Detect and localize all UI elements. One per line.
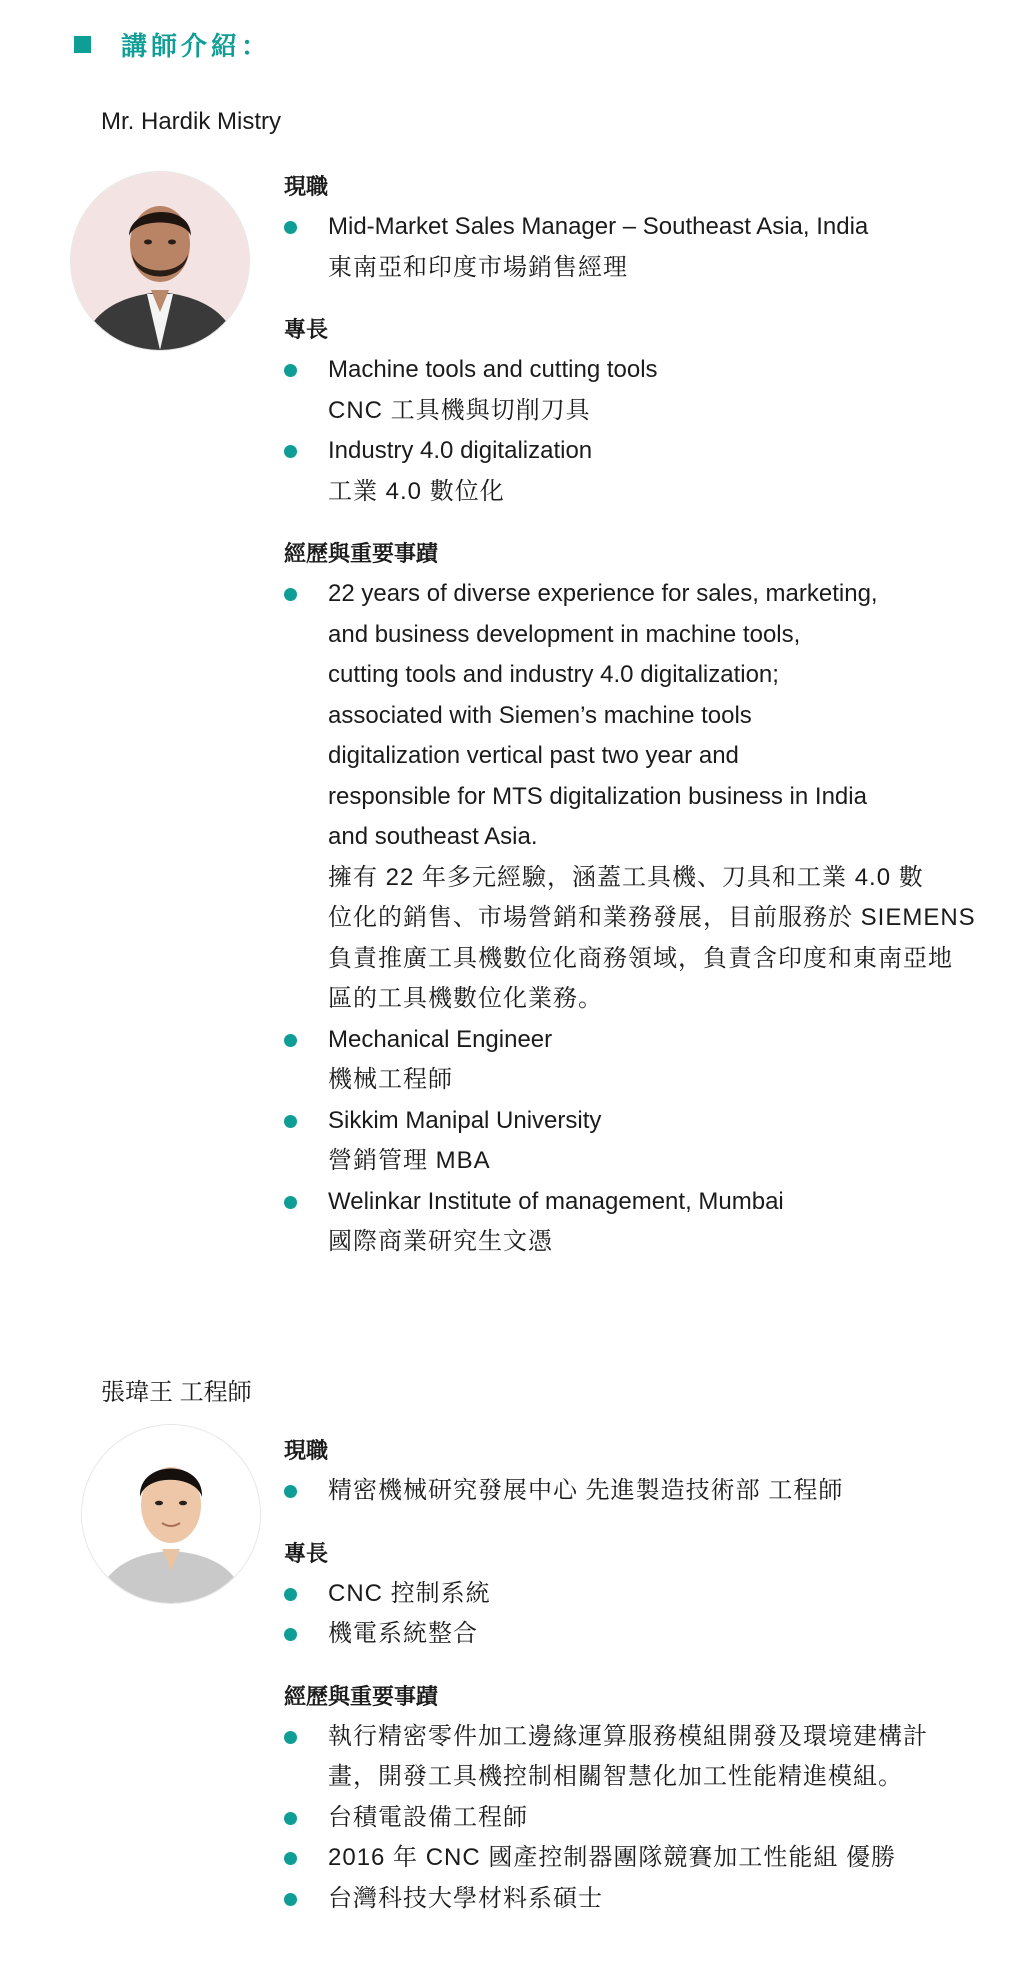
bullet-dot-icon	[284, 221, 297, 234]
section-heading	[74, 24, 271, 64]
bullet-dot-icon	[284, 1588, 297, 1601]
section-title-experience: 經歷與重要事蹟	[284, 541, 439, 566]
heading-text: 講師介紹：	[121, 30, 272, 61]
list-item: Mechanical Engineer 機械工程師	[284, 1020, 974, 1101]
expertise-list	[284, 350, 974, 512]
list-item: CNC 控制系統	[284, 1574, 974, 1615]
speaker-photo-1	[71, 172, 249, 350]
speaker-name: 張瑋王 工程師	[101, 1379, 252, 1406]
bullet-dot-icon	[284, 588, 297, 601]
bullet-dot-icon	[284, 1852, 297, 1865]
avatar-man-beard-icon	[71, 172, 249, 350]
list-item: 2016 年 CNC 國產控制器團隊競賽加工性能組 優勝	[284, 1838, 974, 1879]
expertise-list	[284, 1574, 974, 1655]
section-title-current-position: 現職	[284, 174, 329, 199]
speaker-info-2	[284, 1431, 974, 1941]
list-item: 22 years of diverse experience for sales, marketing, and business development in machine tools, cutting tools and industry 4.0 digitalization; associated with Siemen’s machine tools digitalization vertical past two year and responsible for MTS digitalization business in India and southeast Asia. 擁有 22 年多元經驗，涵蓋工具機、刀具和工業 4.0 數 位化的銷售、市場營銷和業務發展，目前服務於 SIEMENS 負責推廣工具機數位化商務領域，負責含印度和東南亞地 區的工具機數位化業務。	[284, 574, 974, 1020]
bullet-dot-icon	[284, 1893, 297, 1906]
heading-square-icon	[74, 36, 91, 53]
bullet-dot-icon	[284, 1034, 297, 1047]
section-title-experience: 經歷與重要事蹟	[284, 1683, 439, 1709]
list-item: 執行精密零件加工邊緣運算服務模組開發及環境建構計 畫，開發工具機控制相關智慧化加工性能精進模組。	[284, 1717, 974, 1798]
avatar-man-icon	[82, 1425, 260, 1603]
list-item: Industry 4.0 digitalization 工業 4.0 數位化	[284, 431, 974, 512]
bullet-dot-icon	[284, 1812, 297, 1825]
bullet-dot-icon	[284, 1485, 297, 1498]
speaker-info-1	[284, 167, 974, 1285]
current-position-list	[284, 1471, 974, 1512]
list-item: Sikkim Manipal University 營銷管理 MBA	[284, 1101, 974, 1182]
list-item: 台灣科技大學材料系碩士	[284, 1879, 974, 1920]
list-item: Welinkar Institute of management, Mumbai 國際商業研究生文憑	[284, 1182, 974, 1263]
list-item: 機電系統整合	[284, 1614, 974, 1655]
bullet-dot-icon	[284, 1196, 297, 1209]
bullet-dot-icon	[284, 1731, 297, 1744]
current-position-list	[284, 207, 974, 288]
list-item: Mid-Market Sales Manager – Southeast Asia, India 東南亞和印度市場銷售經理	[284, 207, 974, 288]
experience-list	[284, 1717, 974, 1920]
bullet-dot-icon	[284, 1115, 297, 1128]
bullet-dot-icon	[284, 364, 297, 377]
speaker-photo-2	[82, 1425, 260, 1603]
section-title-expertise: 專長	[284, 1540, 329, 1566]
section-title-expertise: 專長	[284, 317, 329, 342]
experience-list	[284, 574, 974, 1263]
list-item: 精密機械研究發展中心 先進製造技術部 工程師	[284, 1471, 974, 1512]
speaker-name: Mr. Hardik Mistry	[101, 108, 281, 135]
section-title-current-position: 現職	[284, 1438, 329, 1463]
list-item: 台積電設備工程師	[284, 1798, 974, 1839]
bullet-dot-icon	[284, 445, 297, 458]
bullet-dot-icon	[284, 1628, 297, 1641]
list-item: Machine tools and cutting tools CNC 工具機與切削刀具	[284, 350, 974, 431]
